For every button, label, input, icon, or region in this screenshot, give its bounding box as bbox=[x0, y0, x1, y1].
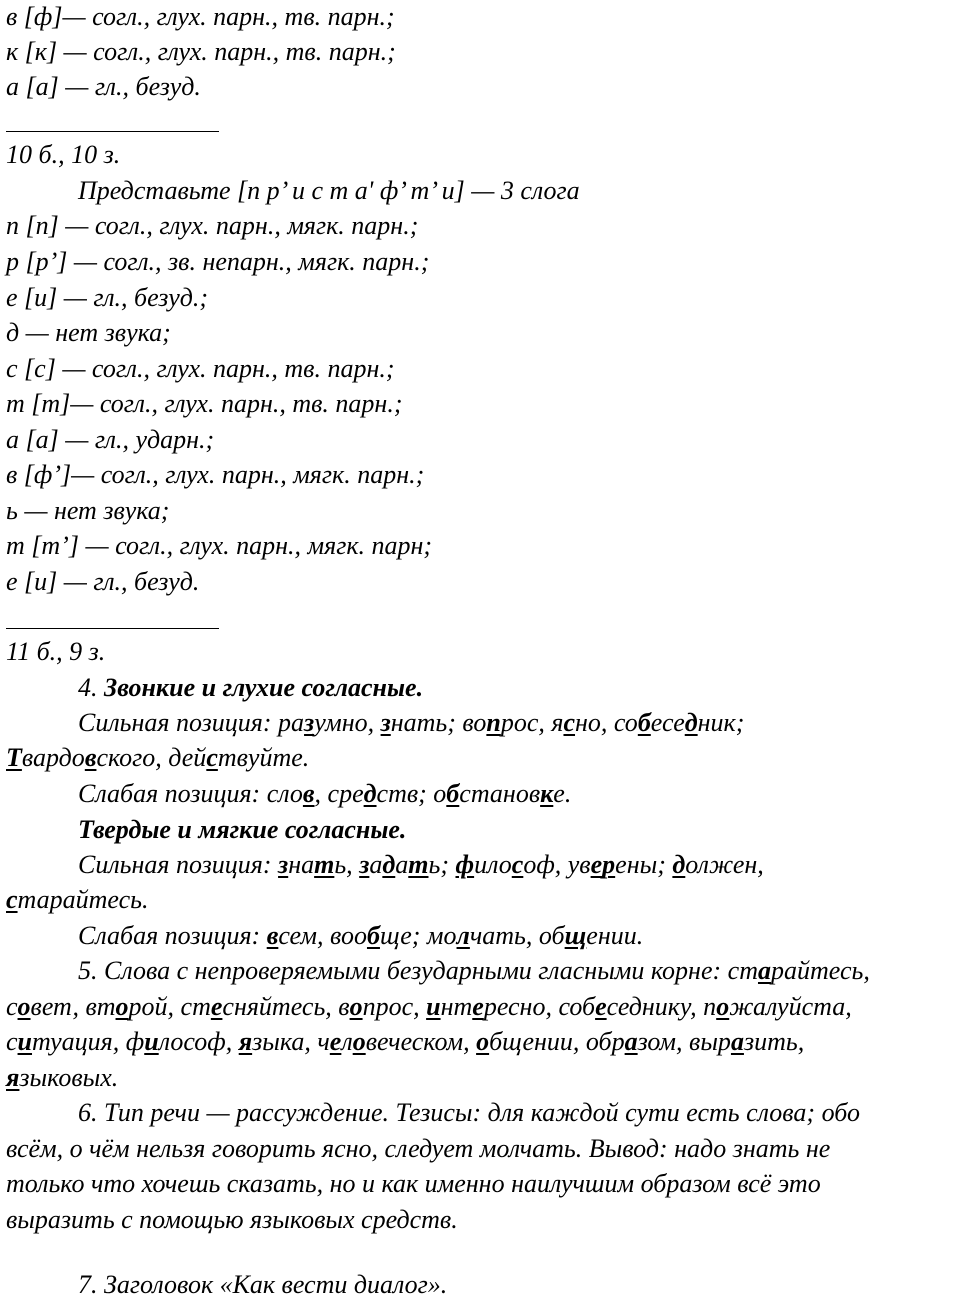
heading-text: Звонкие и глухие согласные. bbox=[104, 673, 424, 702]
example-line: совет, второй, стесняйтесь, вопрос, интересно, собеседнику, пожалуйста, bbox=[6, 992, 852, 1021]
example-line: старайтесь. bbox=[6, 885, 149, 914]
example-line: Слабая позиция: слов, средств; обстановке. bbox=[78, 779, 572, 808]
example-line: языковых. bbox=[6, 1063, 119, 1092]
example-line: ситуация, философ, языка, человеческом, общении, образом, выразить, bbox=[6, 1027, 805, 1056]
phonetic-line: т [т]— согл., глух. парн., тв. парн.; bbox=[6, 389, 403, 418]
example-line: 5. Слова с непроверяемыми безударными гласными корне: старайтесь, bbox=[78, 956, 870, 985]
paragraph-line: 6. Тип речи — рассуждение. Тезисы: для каждой сути есть слова; обо bbox=[78, 1098, 860, 1127]
footnote-text: 11 б., 9 з. bbox=[6, 637, 106, 666]
phonetic-line: к [к] — согл., глух. парн., тв. парн.; bbox=[6, 37, 396, 66]
phonetic-line: п [п] — согл., глух. парн., мягк. парн.; bbox=[6, 211, 419, 240]
phonetic-line: в [ф’]— согл., глух. парн., мягк. парн.; bbox=[6, 460, 425, 489]
phonetic-line: д — нет звука; bbox=[6, 318, 171, 347]
footnote-rule bbox=[6, 131, 219, 132]
example-line: Сильная позиция: разумно, знать; вопрос, ясно, собеседник; bbox=[78, 708, 745, 737]
phonetic-line: р [р’] — согл., зв. непарн., мягк. парн.; bbox=[6, 247, 430, 276]
transcription-line: Представьте [п р’ и с т а' ф’ т’ и] — 3 слога bbox=[78, 176, 580, 205]
phonetic-line: а [а] — гл., ударн.; bbox=[6, 425, 215, 454]
paragraph-line: выразить с помощью языковых средств. bbox=[6, 1205, 458, 1234]
task-number: 4. bbox=[78, 673, 98, 702]
paragraph-line: 7. Заголовок «Как вести диалог». bbox=[78, 1270, 448, 1299]
footnote-rule bbox=[6, 628, 219, 629]
phonetic-line: т [т’] — согл., глух. парн., мягк. парн; bbox=[6, 531, 433, 560]
example-line: Слабая позиция: всем, вообще; молчать, общении. bbox=[78, 921, 644, 950]
section-heading bbox=[78, 673, 423, 703]
phonetic-line: в [ф]— согл., глух. парн., тв. парн.; bbox=[6, 2, 395, 31]
example-line: Сильная позиция: знать, задать; философ, уверены; должен, bbox=[78, 850, 764, 879]
example-line: Твардовского, действуйте. bbox=[6, 743, 310, 772]
phonetic-line: а [а] — гл., безуд. bbox=[6, 72, 201, 101]
phonetic-line: е [и] — гл., безуд. bbox=[6, 567, 200, 596]
footnote-text: 10 б., 10 з. bbox=[6, 140, 121, 169]
heading-text: Твердые и мягкие согласные. bbox=[78, 815, 407, 844]
phonetic-line: е [и] — гл., безуд.; bbox=[6, 283, 209, 312]
phonetic-line: с [с] — согл., глух. парн., тв. парн.; bbox=[6, 354, 395, 383]
paragraph-line: только что хочешь сказать, но и как именно наилучшим образом всё это bbox=[6, 1169, 821, 1198]
paragraph-line: всём, о чём нельзя говорить ясно, следует молчать. Вывод: надо знать не bbox=[6, 1134, 831, 1163]
phonetic-line: ь — нет звука; bbox=[6, 496, 170, 525]
section-heading bbox=[78, 815, 406, 845]
